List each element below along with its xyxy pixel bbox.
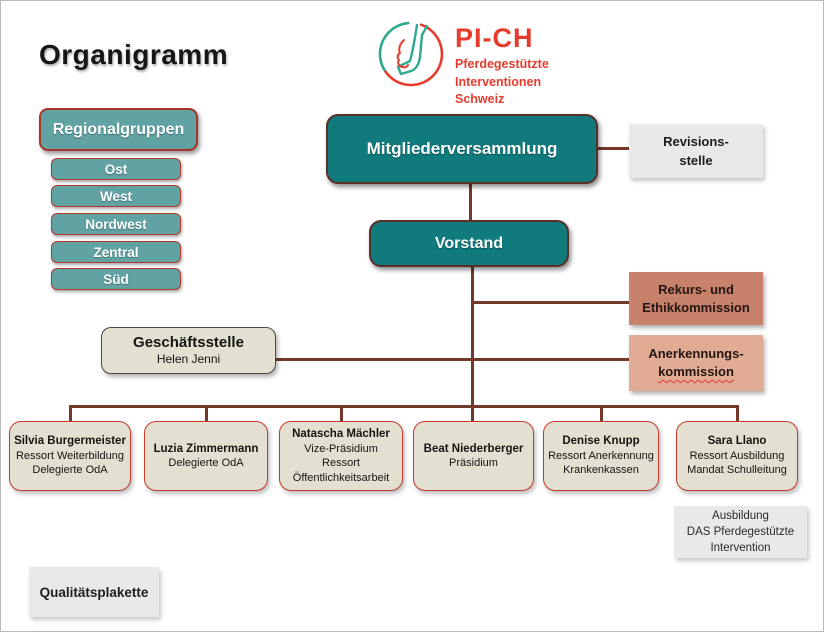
- connector-drop-natascha: [340, 405, 343, 421]
- board-box-luzia-zimmermann: [144, 421, 268, 491]
- logo-subtitle-line3: Schweiz: [455, 92, 505, 106]
- anerkennung-line1: Anerkennungs-: [648, 346, 744, 361]
- region-box-sued: Süd: [51, 268, 181, 290]
- connector-drop-luzia: [205, 405, 208, 421]
- logo-subtitle-line1: Pferdegestützte: [455, 57, 549, 71]
- vorstand-box: Vorstand: [369, 220, 569, 267]
- rekurs-line1: Rekurs- und: [658, 281, 734, 297]
- connector-drop-silvia: [69, 405, 72, 421]
- ausbildung-line3: Intervention: [710, 542, 771, 554]
- connector-vorstand-trunk: [471, 266, 474, 421]
- region-box-zentral: Zentral: [51, 241, 181, 263]
- board-member-role: Vize-Präsidium: [304, 442, 378, 455]
- board-member-name: Natascha Mächler: [292, 428, 390, 440]
- board-member-role: Delegierte OdA: [32, 464, 108, 477]
- board-member-role: Präsidium: [449, 457, 498, 469]
- qualitaetsplakette-box: Qualitätsplakette: [29, 567, 159, 617]
- board-member-role: Ressort: [322, 457, 360, 469]
- board-member-role: Delegierte OdA: [168, 457, 244, 469]
- board-member-role: Ressort Ausbildung: [689, 449, 785, 462]
- ausbildung-line2: DAS Pferdegestützte: [686, 526, 795, 538]
- board-box-beat-niederberger: [413, 421, 534, 491]
- board-box-denise-knupp: [543, 421, 659, 491]
- connector-drop-sara: [736, 405, 739, 421]
- ausbildung-line1: Ausbildung: [712, 510, 769, 522]
- geschaeftsstelle-box: [101, 327, 276, 374]
- board-box-sara-llano: [676, 421, 798, 491]
- board-member-name: Denise Knupp: [562, 435, 640, 448]
- connector-rekurs-branch: [471, 301, 629, 304]
- rekurs-line2: Ethikkommission: [642, 299, 750, 315]
- board-member-role: Öffentlichkeitsarbeit: [292, 471, 390, 484]
- connector-board-horizontal: [69, 405, 739, 408]
- connector-mv-revisionsstelle: [598, 147, 629, 150]
- logo-name: PI-CH: [455, 23, 534, 53]
- revisionsstelle-line2: stelle: [679, 153, 713, 168]
- page-title: Organigramm: [39, 39, 229, 70]
- board-member-name: Silvia Burgermeister: [14, 435, 126, 448]
- region-box-nordwest: Nordwest: [51, 213, 181, 235]
- connector-geschaeftsstelle-anerkennung-branch: [276, 358, 629, 361]
- revisionsstelle-box: [629, 124, 763, 178]
- revisionsstelle-line1: Revisions-: [663, 134, 729, 149]
- board-member-role: Mandat Schulleitung: [687, 464, 787, 477]
- regionalgruppen-header-box: Regionalgruppen: [39, 108, 198, 151]
- region-box-west: West: [51, 185, 181, 207]
- rekurs-ethikkommission-box: [629, 272, 763, 325]
- region-box-ost: Ost: [51, 158, 181, 180]
- board-member-role: Ressort Weiterbildung: [15, 449, 124, 462]
- connector-mv-vorstand: [469, 184, 472, 221]
- mitgliederversammlung-box: Mitgliederversammlung: [326, 114, 598, 184]
- logo-text-block: [455, 25, 549, 108]
- geschaeftsstelle-person: Helen Jenni: [156, 352, 221, 366]
- board-member-role: Ressort Anerkennung: [548, 449, 654, 462]
- ausbildung-das-box: [674, 506, 807, 558]
- pi-ch-horse-head-logo-icon: [377, 20, 445, 88]
- connector-drop-denise: [600, 405, 603, 421]
- anerkennung-line2: kommission: [658, 364, 734, 379]
- board-member-name: Beat Niederberger: [423, 442, 524, 455]
- board-member-role: Krankenkassen: [563, 464, 639, 477]
- anerkennungskommission-box: [629, 335, 763, 391]
- board-member-name: Luzia Zimmermann: [153, 442, 259, 455]
- board-box-silvia-burgermeister: [9, 421, 131, 491]
- geschaeftsstelle-title: Geschäftsstelle: [133, 334, 244, 351]
- board-box-natascha-maechler: [279, 421, 403, 491]
- board-member-name: Sara Llano: [707, 435, 767, 448]
- logo-subtitle-line2: Interventionen: [455, 74, 542, 89]
